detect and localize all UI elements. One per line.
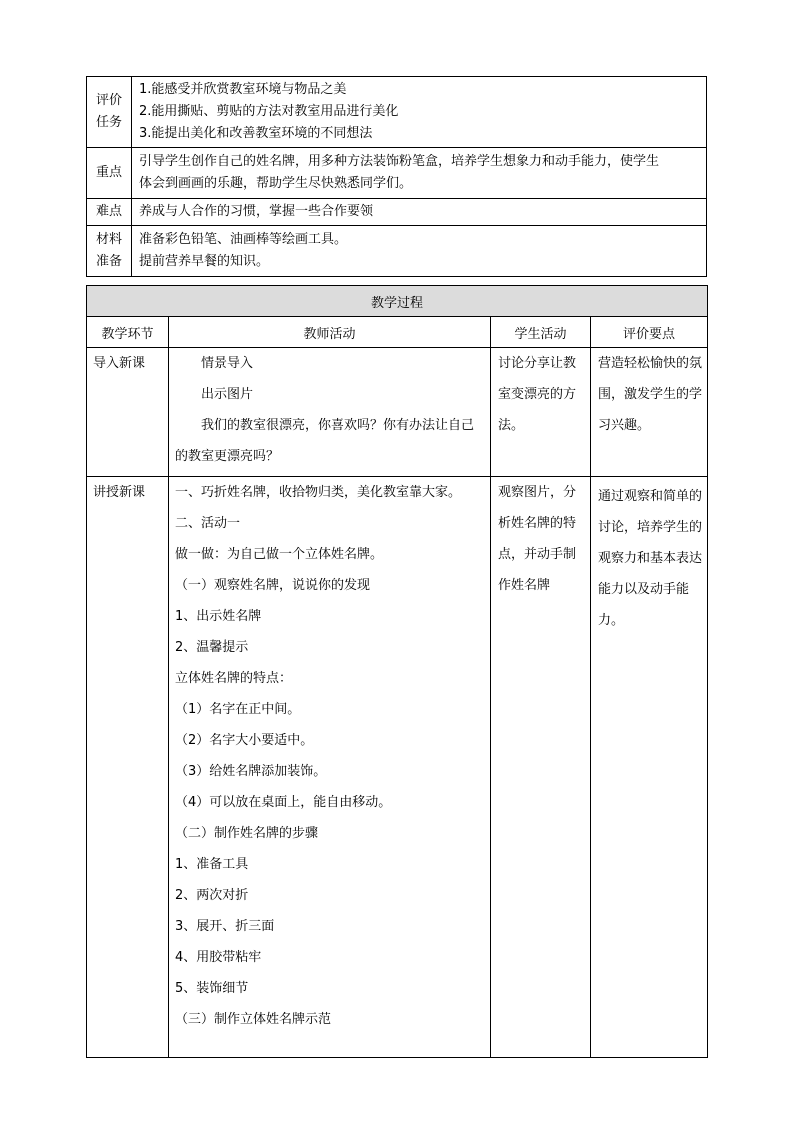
process-table bbox=[86, 285, 708, 1058]
stage-cell bbox=[87, 348, 169, 477]
process-header-row bbox=[87, 317, 708, 348]
stage-label: 讲授新课 bbox=[93, 485, 146, 500]
header-teacher: 教师活动 bbox=[169, 317, 491, 348]
info-label: 难点 bbox=[87, 199, 132, 226]
info-row-difficulty bbox=[87, 199, 707, 226]
info-content: 引导学生创作自己的姓名牌，用多种方法装饰粉笔盒，培养学生想象力和动手能力，使学生 体会到画画的乐趣，帮助学生尽快熟悉同学们。 bbox=[132, 148, 707, 199]
table-row bbox=[87, 477, 708, 1058]
info-label: 重点 bbox=[87, 148, 132, 199]
info-row-materials bbox=[87, 226, 707, 277]
eval-cell: 营造轻松愉快的氛围，激发学生的学习兴趣。 bbox=[591, 348, 708, 477]
student-cell: 观察图片，分析姓名牌的特点，并动手制作姓名牌 bbox=[491, 477, 591, 1058]
teacher-cell: 一、巧折姓名牌，收拾物归类，美化教室靠大家。 二、活动一 做一做：为自己做一个立体姓名牌。 （一）观察姓名牌，说说你的发现 1、出示姓名牌 2、温馨提示 立体姓名牌的特点： （1）名字在正中间。 （2）名字大小要适中。 （3）给姓名牌添加装饰。 （4）可以放在桌面上，能自由移动。 （二）制作姓名牌的步骤 1、准备工具 2、两次对折 3、展开、折三面 4、用胶带粘牢 5、装饰细节 （三）制作立体姓名牌示范 bbox=[169, 477, 491, 1058]
info-row-key-points bbox=[87, 148, 707, 199]
info-table bbox=[86, 76, 707, 277]
student-cell: 讨论分享让教室变漂亮的方法。 bbox=[491, 348, 591, 477]
info-content: 准备彩色铅笔、油画棒等绘画工具。 提前营养早餐的知识。 bbox=[132, 226, 707, 277]
teacher-cell: 情景导入 出示图片 我们的教室很漂亮，你喜欢吗？你有办法让自己的教室更漂亮吗？ bbox=[169, 348, 491, 477]
info-label: 评价 任务 bbox=[87, 77, 132, 148]
info-label: 材料 准备 bbox=[87, 226, 132, 277]
info-row-evaluation bbox=[87, 77, 707, 148]
stage-cell bbox=[87, 477, 169, 1058]
process-title: 教学过程 bbox=[87, 286, 708, 317]
table-row bbox=[87, 348, 708, 477]
info-content: 1.能感受并欣赏教室环境与物品之美 2.能用撕贴、剪贴的方法对教室用品进行美化 3.能提出美化和改善教室环境的不同想法 bbox=[132, 77, 707, 148]
teacher-paragraph: 我们的教室很漂亮，你喜欢吗？你有办法让自己的教室更漂亮吗？ bbox=[175, 418, 475, 464]
header-eval: 评价要点 bbox=[591, 317, 708, 348]
eval-cell: 通过观察和简单的讨论，培养学生的观察力和基本表达能力以及动手能力。 bbox=[591, 477, 708, 1058]
header-stage: 教学环节 bbox=[87, 317, 169, 348]
stage-label: 导入新课 bbox=[93, 356, 146, 371]
info-content: 养成与人合作的习惯，掌握一些合作要领 bbox=[132, 199, 707, 226]
header-student: 学生活动 bbox=[491, 317, 591, 348]
